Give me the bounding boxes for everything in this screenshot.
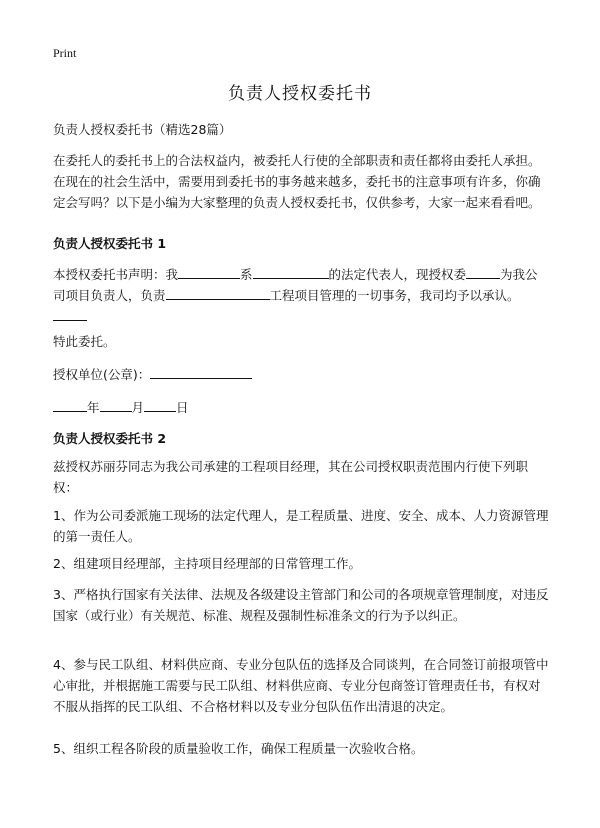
blank-delegate <box>466 266 500 279</box>
list-item: 1、作为公司委派施工现场的法定代理人，是工程质量、进度、安全、成本、人力资源管理的第一责任人。 <box>53 508 549 544</box>
page-title: 负责人授权委托书 <box>228 84 372 104</box>
special-note: 特此委托。 <box>53 334 116 349</box>
blank-year <box>53 399 87 412</box>
date-line <box>53 397 549 418</box>
section2-heading: 负责人授权委托书 2 <box>53 431 167 446</box>
list-item: 4、参与民工队组、材料供应商、专业分包队伍的选择及合同谈判，在合同签订前报项管中心审批，并根据施工需要与民工队组、材料供应商、专业分包商签订管理责任书，有权对不服从指挥的民工队组、不合格材料以及专业分包队伍作出清退的决定。 <box>53 657 549 714</box>
statement-part-4: 为我公司项目负责人，负责 <box>53 267 538 303</box>
statement-part-3: 的法定代表人，现授权委 <box>328 267 467 282</box>
list-item: 2、组建项目经理部，主持项目经理部的日常管理工作。 <box>53 556 361 571</box>
blank-confirm <box>53 308 87 321</box>
blank-project <box>166 287 270 300</box>
blank-name <box>178 266 240 279</box>
subtitle: 负责人授权委托书（精选28篇） <box>53 122 232 137</box>
unit-label: 授权单位(公章)： <box>53 367 151 382</box>
blank-month <box>100 399 132 412</box>
blank-day <box>144 399 176 412</box>
day-label: 日 <box>176 400 189 415</box>
year-label: 年 <box>87 400 100 415</box>
authorizing-unit <box>53 364 549 385</box>
statement-part-2: 系 <box>240 267 253 282</box>
list-item: 3、严格执行国家有关法律、法规及各级建设主管部门和公司的各项规章管理制度，对违反国家（或行业）有关规范、标准、规程及强制性标准条文的行为予以纠正。 <box>53 587 549 623</box>
intro-paragraph: 在委托人的委托书上的合法权益内，被委托人行使的全部职责和责任都将由委托人承担。在现在的社会生活中，需要用到委托书的事务越来越多，委托书的注意事项有许多，你确定会写吗？以下是小编为大家整理的负责人授权委托书，仅供参考，大家一起来看看吧。 <box>53 153 541 210</box>
month-label: 月 <box>131 400 145 415</box>
blank-company <box>253 266 329 279</box>
list-item: 5、组织工程各阶段的质量验收工作，确保工程质量一次验收合格。 <box>53 741 424 756</box>
section1-heading: 负责人授权委托书 1 <box>53 236 167 251</box>
statement-part-5: 工程项目管理的一切事务，我司均予以承认。 <box>269 288 520 303</box>
section2-intro: 兹授权苏丽芬同志为我公司承建的工程项目经理，其在公司授权职责范围内行使下列职权： <box>53 459 529 495</box>
section1-statement <box>53 264 549 327</box>
print-link[interactable]: Print <box>53 46 77 60</box>
statement-part-1: 本授权委托书声明：我 <box>53 267 179 282</box>
blank-seal <box>150 366 252 379</box>
